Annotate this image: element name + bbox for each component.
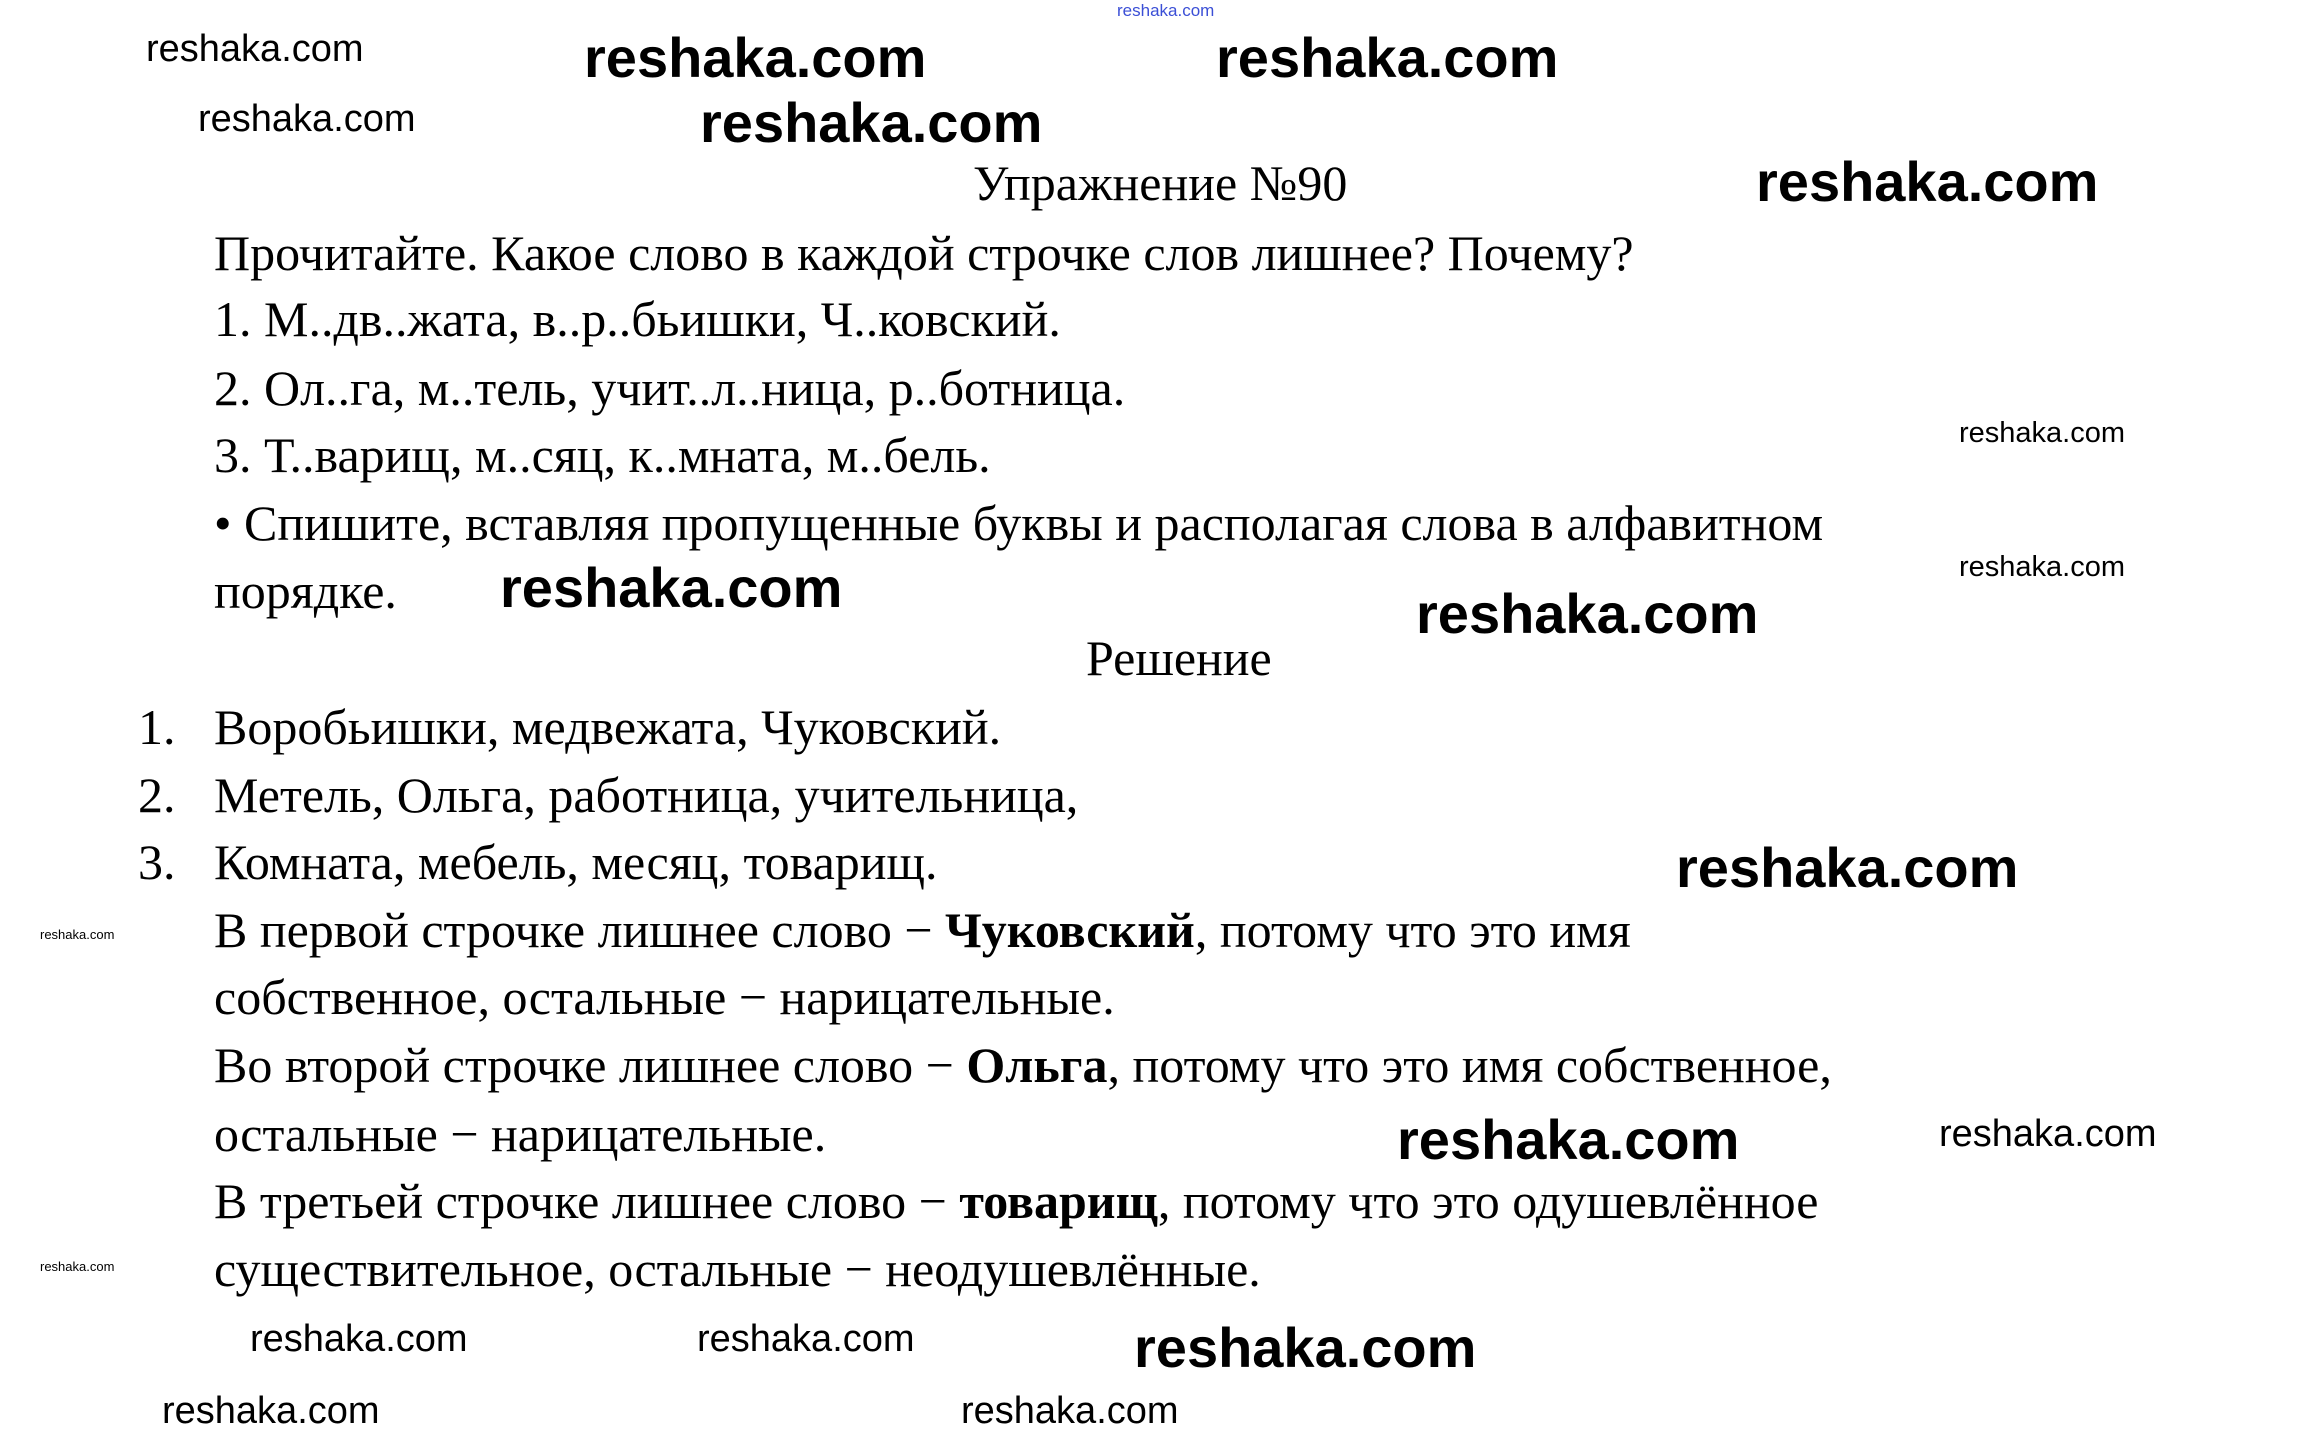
explanation-text: В первой строчке лишнее слово − — [214, 902, 946, 958]
watermark: reshaka.com — [697, 1318, 915, 1360]
watermark: reshaka.com — [162, 1390, 380, 1432]
explanation-2 — [214, 1037, 1832, 1093]
explanation-3-cont: существительное, остальные − неодушевлённые. — [214, 1241, 1261, 1297]
extra-word: товарищ — [959, 1173, 1158, 1229]
watermark: reshaka.com — [961, 1390, 1179, 1432]
task-bullet: • Спишите, вставляя пропущенные буквы и располагая слова в алфавитном — [214, 495, 1824, 551]
answer-3: Комната, мебель, месяц, товарищ. — [214, 834, 938, 890]
watermark: reshaka.com — [1959, 417, 2126, 449]
watermark: reshaka.com — [146, 28, 364, 70]
exercise-title: Упражнение №90 — [973, 155, 1348, 211]
explanation-1 — [214, 902, 1631, 958]
watermark: reshaka.com — [1216, 26, 1559, 89]
task-row-3: 3. Т..варищ, м..сяц, к..мната, м..бель. — [214, 427, 991, 483]
explanation-text: Во второй строчке лишнее слово − — [214, 1037, 967, 1093]
watermark: reshaka.com — [198, 98, 416, 140]
extra-word: Ольга — [966, 1037, 1108, 1093]
watermark: reshaka.com — [1756, 150, 2099, 213]
watermark: reshaka.com — [700, 91, 1043, 154]
answer-number-2: 2. — [138, 767, 176, 823]
solution-heading: Решение — [1086, 630, 1272, 686]
watermark: reshaka.com — [1397, 1108, 1740, 1171]
task-row-1: 1. М..дв..жата, в..р..бьишки, Ч..ковский. — [214, 291, 1061, 347]
explanation-2-cont: остальные − нарицательные. — [214, 1106, 827, 1162]
explanation-text: , потому что это имя собственное, — [1107, 1037, 1832, 1093]
explanation-text: В третьей строчке лишнее слово − — [214, 1173, 960, 1229]
answer-number-1: 1. — [138, 699, 176, 755]
extra-word: Чуковский — [945, 902, 1195, 958]
watermark: reshaka.com — [1117, 1, 1215, 20]
watermark: reshaka.com — [584, 26, 927, 89]
watermark: reshaka.com — [1676, 836, 2019, 899]
task-row-2: 2. Ол..га, м..тель, учит..л..ница, р..ботница. — [214, 360, 1126, 416]
explanation-1-cont: собственное, остальные − нарицательные. — [214, 969, 1115, 1025]
task-bullet-cont: порядке. — [214, 563, 397, 619]
watermark: reshaka.com — [250, 1318, 468, 1360]
answer-number-3: 3. — [138, 834, 176, 890]
watermark: reshaka.com — [1939, 1113, 2157, 1155]
watermark: reshaka.com — [1416, 582, 1759, 645]
explanation-3 — [214, 1173, 1819, 1229]
task-instruction: Прочитайте. Какое слово в каждой строчке слов лишнее? Почему? — [214, 225, 1634, 281]
watermark: reshaka.com — [1959, 551, 2126, 583]
watermark: reshaka.com — [1134, 1316, 1477, 1379]
answer-1: Воробьишки, медвежата, Чуковский. — [214, 699, 1002, 755]
watermark: reshaka.com — [40, 927, 115, 942]
watermark: reshaka.com — [40, 1259, 115, 1274]
explanation-text: , потому что это имя — [1194, 902, 1631, 958]
explanation-text: , потому что это одушевлённое — [1157, 1173, 1819, 1229]
answer-2: Метель, Ольга, работница, учительница, — [214, 767, 1079, 823]
watermark: reshaka.com — [500, 556, 843, 619]
